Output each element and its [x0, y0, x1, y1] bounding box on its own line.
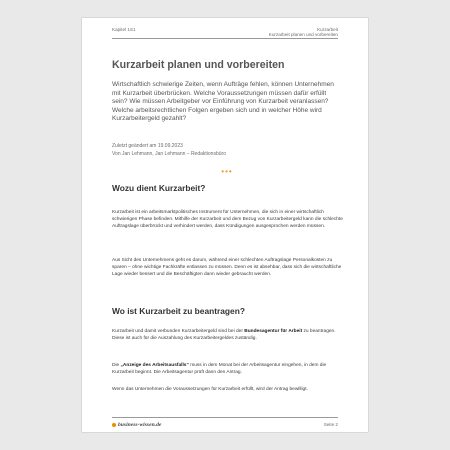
footer-divider — [112, 417, 338, 418]
footer-logo — [112, 422, 161, 428]
section-heading-purpose: Wozu dient Kurzarbeit? — [112, 183, 206, 193]
bold-run-agency: Bundesagentur für Arbeit — [244, 329, 303, 334]
text-run: muss in dem Monat bei der Arbeitsagentur eingehen, in dem die Kurzarbeit beginnt. Die Arbeitsagentur prüft dann den Antrag. — [112, 363, 327, 375]
section-heading-application: Wo ist Kurzarbeit zu beantragen? — [112, 306, 245, 316]
header-topic-line1: Kurzarbeit — [317, 27, 338, 32]
page-number: Seite 2 — [323, 422, 338, 427]
footer-logo-text: business-wissen.de — [118, 422, 162, 428]
author-line: Von Jan Lehmann, Jan Lehmann – Redaktionsbüro — [112, 151, 226, 157]
document-page — [82, 18, 368, 432]
article-meta — [112, 142, 226, 158]
header-topic-line2: Kurzarbeit planen und vorbereiten — [268, 32, 338, 38]
header-divider — [112, 38, 338, 39]
header-topic — [269, 27, 338, 37]
text-run: zu beantragen. Diese ist auch für die Auszahlung des Kurzarbeitergeldes zuständig. — [112, 329, 336, 341]
section-divider-dots: ••• — [221, 167, 233, 176]
paragraph-purpose-1: Kurzarbeit ist ein arbeitsmarktpolitisches Instrument für Unternehmen, die sich in einer wirtschaftlich schwierigen Phase befinden. Mithilfe der Kurzarbeit und dem Bezug von Kurzarbeitergeld kann die schlechte Auftragslage überbrückt und verhindert werden, dass Kündigungen ausgesprochen werden müssen. — [112, 210, 343, 229]
paragraph-application-3: Wenn das Unternehmen die Voraussetzungen für Kurzarbeit erfüllt, wird der Antrag bewilligt. — [112, 387, 308, 392]
paragraph-application-2 — [112, 363, 344, 377]
bold-run-notice: „Anzeige des Arbeitsausfalls“ — [120, 363, 189, 368]
updated-date: Zuletzt geändert am 19.09.2023 — [112, 143, 183, 149]
text-run: Die — [112, 363, 121, 368]
paragraph-application-1 — [112, 329, 344, 343]
logo-dot-icon — [112, 423, 116, 427]
text-run: Kurzarbeit und damit verbunden Kurzarbeitergeld sind bei der — [112, 329, 245, 334]
header-chapter: Kapitel 1S1 — [112, 27, 136, 32]
paragraph-purpose-2: Aus Sicht des Unternehmens geht es darum, während einer schlechten Auftragslage Personalkosten zu sparen – ohne wichtige Fachkräfte entlassen zu müssen. Denn es ist absehbar, dass sich die wirtschaftliche Lage wieder bessert und die Beschäftigten dann wieder gebraucht werden. — [112, 258, 342, 277]
lead-paragraph: Wirtschaftlich schwierige Zeiten, wenn Aufträge fehlen, können Unternehmen mit Kurzarbeit überbrücken. Welche Voraussetzungen müssen dafür erfüllt sein? Wie müssen Arbeitgeber vor Einführung von Kurzarbeit veranlassen? Welche arbeitsrechtlichen Folgen ergeben sich und in welcher Höhe wird Kurzarbeitergeld gezahlt? — [112, 81, 334, 123]
page-title: Kurzarbeit planen und vorbereiten — [112, 59, 285, 71]
